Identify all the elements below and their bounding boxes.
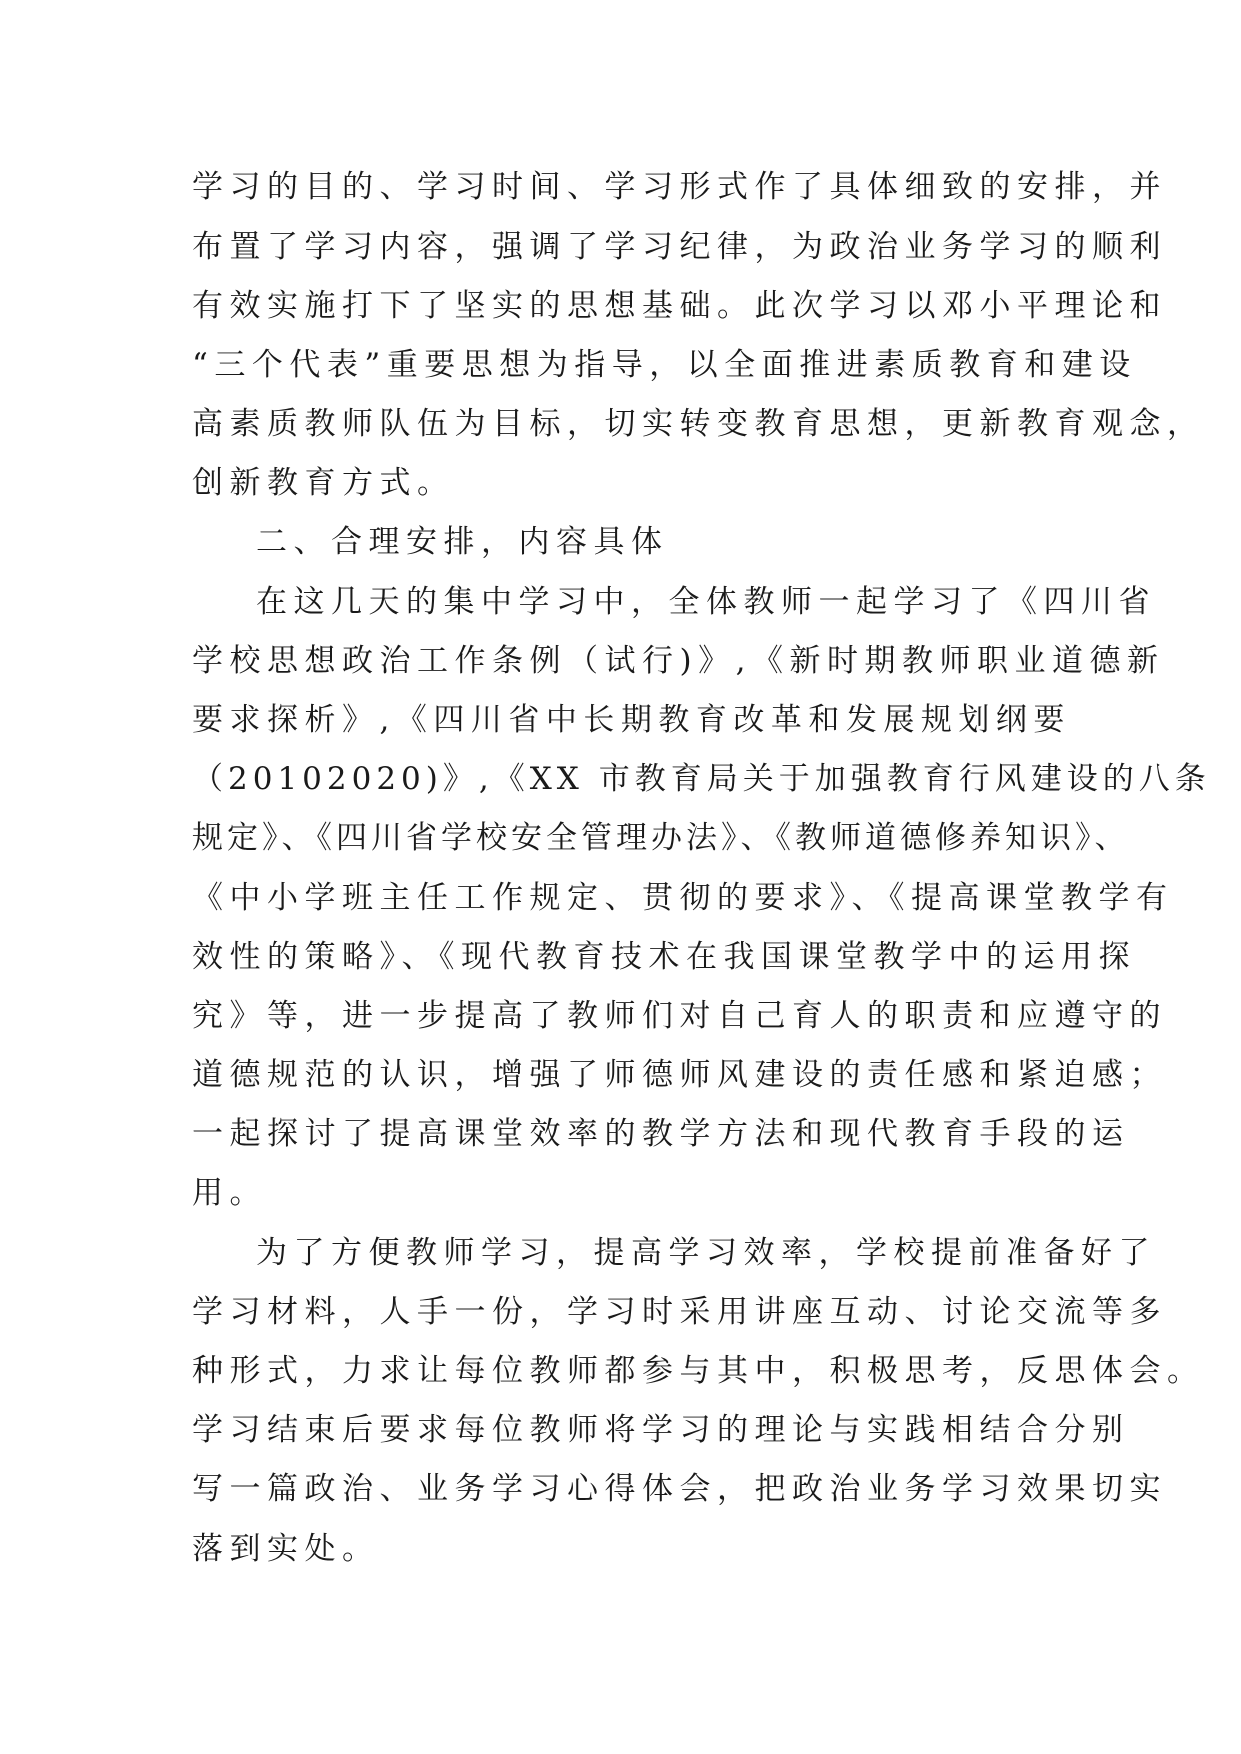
paragraph-3-line-4: 学习结束后要求每位教师将学习的理论与实践相结合分别 <box>192 1412 1130 1448</box>
paragraph-2-line-1: 在这几天的集中学习中，全体教师一起学习了《四川省 <box>256 584 1156 620</box>
paragraph-2-line-8: 究》等，进一步提高了教师们对自己育人的职责和应遵守的 <box>192 998 1167 1034</box>
paragraph-2-line-10: 一起探讨了提高课堂效率的教学方法和现代教育手段的运 <box>192 1116 1130 1152</box>
paragraph-2-line-2: 学校思想政治工作条例（试行)》,《新时期教师职业道德新 <box>192 643 1165 679</box>
paragraph-2-line-11: 用。 <box>192 1175 267 1211</box>
paragraph-1-line-6: 创新教育方式。 <box>192 465 455 501</box>
paragraph-2-line-4: （20102020)》,《XX 市教育局关于加强教育行风建设的八条 <box>192 761 1211 797</box>
paragraph-1-line-1: 学习的目的、学习时间、学习形式作了具体细致的安排，并 <box>192 169 1167 205</box>
paragraph-1-line-4: “三个代表”重要思想为指导，以全面推进素质教育和建设 <box>192 347 1137 383</box>
paragraph-2-line-6: 《中小学班主任工作规定、贯彻的要求》、《提高课堂教学有 <box>192 880 1174 916</box>
paragraph-2-line-5: 规定》、《四川省学校安全管理办法》、《教师道德修养知识》、 <box>192 820 1130 856</box>
paragraph-2-line-3: 要求探析》,《四川省中长期教育改革和发展规划纲要 <box>192 702 1071 738</box>
paragraph-1-line-2: 布置了学习内容，强调了学习纪律，为政治业务学习的顺利 <box>192 229 1167 265</box>
paragraph-3-line-5: 写一篇政治、业务学习心得体会，把政治业务学习效果切实 <box>192 1471 1167 1507</box>
paragraph-1-line-5: 高素质教师队伍为目标，切实转变教育思想，更新教育观念， <box>192 406 1205 442</box>
paragraph-1-line-3: 有效实施打下了坚实的思想基础。此次学习以邓小平理论和 <box>192 288 1167 324</box>
paragraph-3-line-6: 落到实处。 <box>192 1531 380 1567</box>
paragraph-2-line-9: 道德规范的认识，增强了师德师风建设的责任感和紧迫感； <box>192 1057 1167 1093</box>
paragraph-3-line-1: 为了方便教师学习，提高学习效率，学校提前准备好了 <box>256 1235 1156 1271</box>
paragraph-2-line-7: 效性的策略》、《现代教育技术在我国课堂教学中的运用探 <box>192 939 1136 975</box>
section-heading-2: 二、合理安排，内容具体 <box>256 524 669 560</box>
paragraph-3-line-2: 学习材料，人手一份，学习时采用讲座互动、讨论交流等多 <box>192 1294 1167 1330</box>
paragraph-3-line-3: 种形式，力求让每位教师都参与其中，积极思考，反思体会。 <box>192 1353 1205 1389</box>
